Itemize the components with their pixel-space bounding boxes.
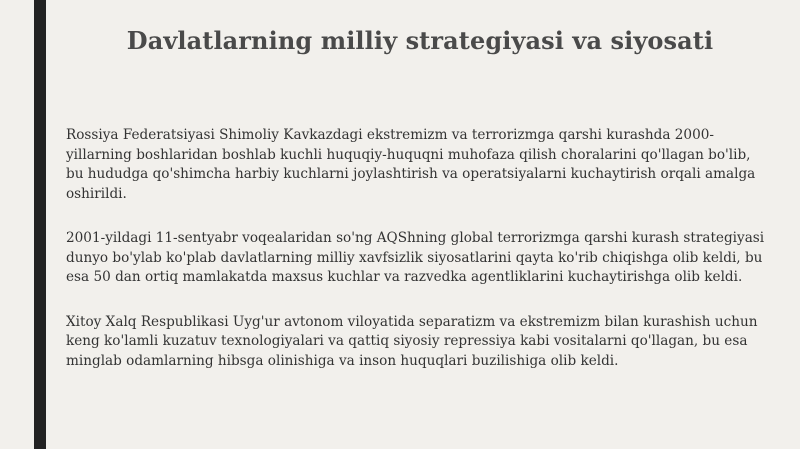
paragraph-china: Xitoy Xalq Respublikasi Uyg'ur avtonom viloyatida separatizm va ekstremizm bilan kurashish uchun keng ko'lamli kuzatuv texnologiyalari va qattiq siyosiy repressiya kabi vositalarni qo'llagan, bu esa minglab odamlarning hibsga olinishiga va inson huquqlari buzilishiga olib keldi.	[66, 313, 758, 369]
paragraph-usa: 2001-yildagi 11-sentyabr voqealaridan so'ng AQShning global terrorizmga qarshi kurash strategiyasi dunyo bo'ylab ko'plab davlatlarning milliy xavfsizlik siyosatlarini qayta ko'rib chiqishga olib keldi, bu esa 50 dan ortiq mamlakatda maxsus kuchlar va razvedka agentliklarini kuchaytirishga olib keldi.	[66, 230, 765, 285]
left-accent-bar	[34, 0, 46, 449]
slide-body	[66, 126, 772, 371]
paragraph-russia: Rossiya Federatsiyasi Shimoliy Kavkazdagi ekstremizm va terrorizmga qarshi kurashda 2000-yillarning boshlaridan boshlab kuchli huquqiy-huquqni muhofaza qilish choralarini qo'llagan bo'lib, bu hududga qo'shimcha harbiy kuchlarni joylashtirish va operatsiyalarni kuchaytirish orqali amalga oshirildi.	[66, 127, 756, 202]
slide-title: Davlatlarning milliy strategiyasi va siyosati	[126, 26, 714, 55]
